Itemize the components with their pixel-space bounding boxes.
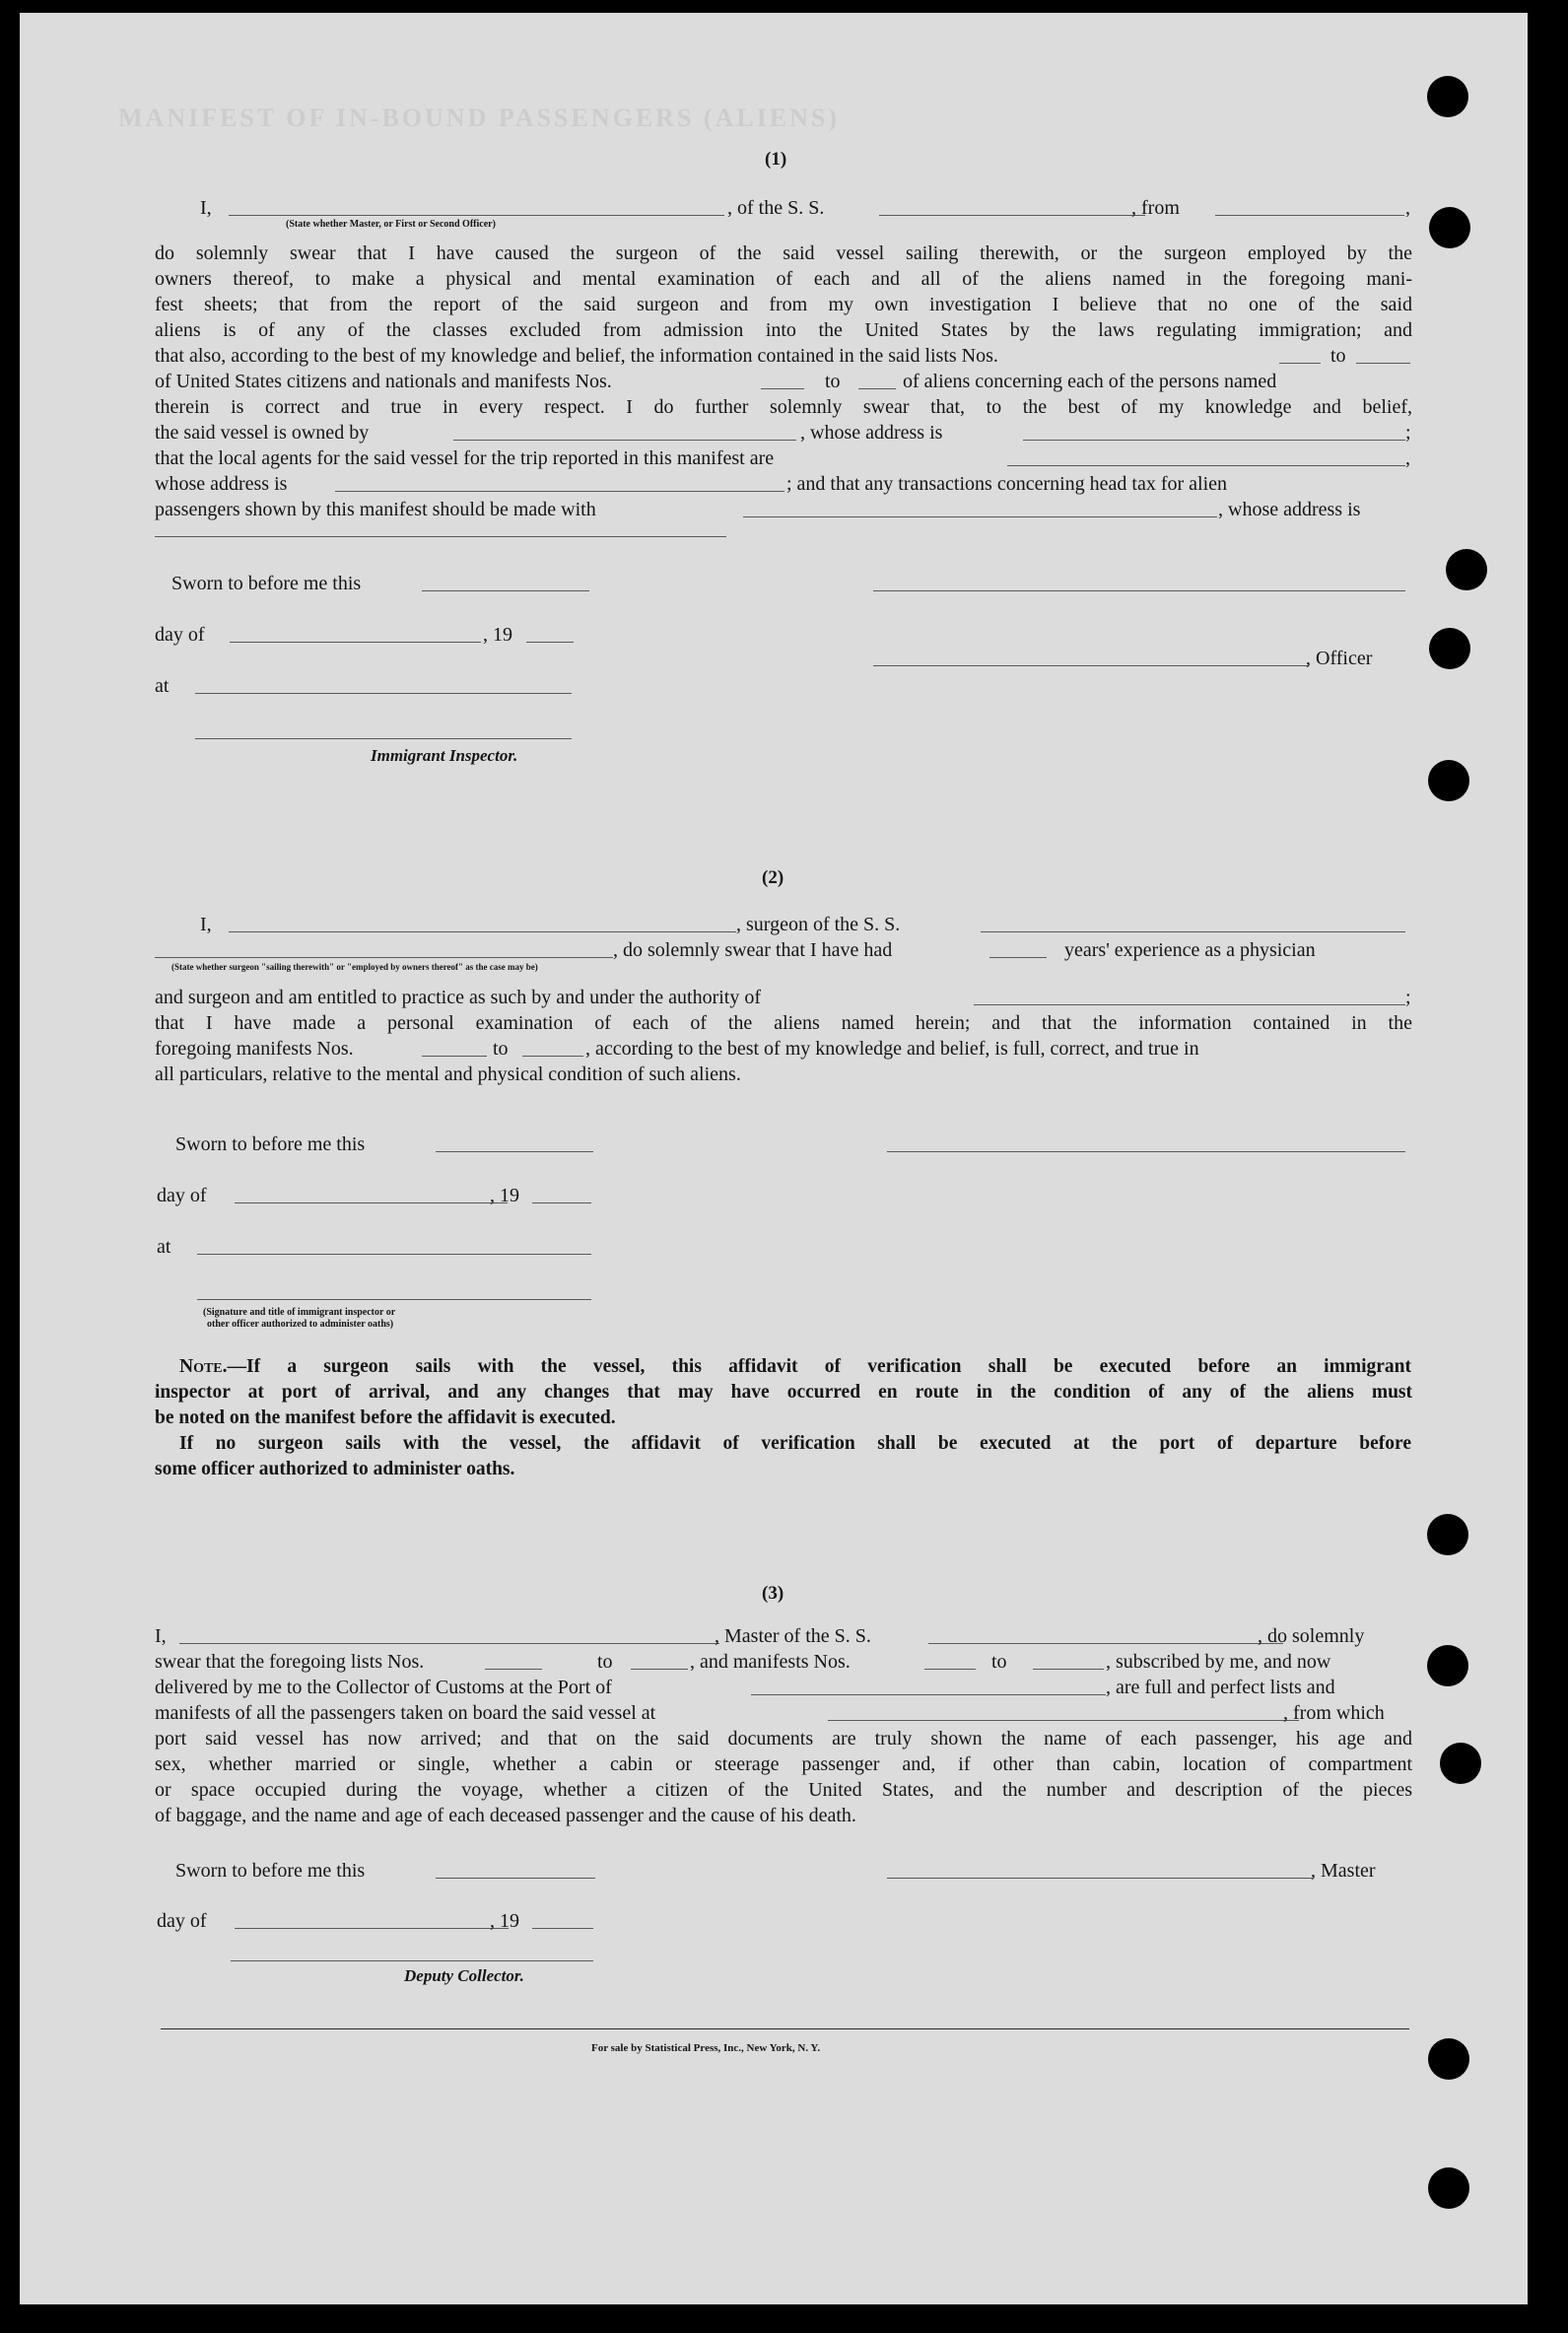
s2-belief-text: , according to the best of my knowledge and belief, is full, correct, and true in xyxy=(585,1038,1199,1060)
s2-particulars-line xyxy=(20,1062,1528,1087)
s1-day-line xyxy=(20,622,1528,648)
semicolon: ; xyxy=(1405,422,1411,444)
s1-para-line: fest sheets; that from the report of the said surgeon and from my own investigation I believe that no one of the said xyxy=(155,294,1412,315)
section-number-2: (2) xyxy=(762,867,784,888)
semicolon: ; xyxy=(1405,987,1411,1008)
label-from: , from xyxy=(1131,197,1180,219)
s2-sworn-line xyxy=(20,1132,1528,1157)
s3-from-which-text: , from which xyxy=(1283,1702,1385,1724)
label-year: , 19 xyxy=(490,1185,519,1206)
footer-rule xyxy=(161,2028,1409,2029)
s2-authority-line xyxy=(20,985,1528,1010)
blank-vessel-name[interactable] xyxy=(928,1643,1283,1644)
label-of-ss: , of the S. S. xyxy=(727,197,825,219)
s1-lists-text: that also, according to the best of my knowledge and belief, the information contained in the said lists Nos. xyxy=(155,345,998,367)
label-at: at xyxy=(155,675,170,697)
label-do-solemnly: , do solemnly xyxy=(1258,1625,1365,1647)
blank-owner[interactable] xyxy=(453,440,796,441)
blank-authority[interactable] xyxy=(974,1004,1405,1005)
label-master-of-ss: , Master of the S. S. xyxy=(715,1625,871,1647)
blank-master-name[interactable] xyxy=(179,1643,719,1644)
note-surgeon-status: (State whether surgeon "sailing therewith" or "employed by owners thereof" as the case may be) xyxy=(171,962,538,972)
label-officer: , Officer xyxy=(1306,648,1373,669)
s1-agents-line xyxy=(20,446,1528,471)
blank-list-from[interactable] xyxy=(485,1669,542,1670)
s1-lists-line xyxy=(20,343,1528,369)
blank-owner-address[interactable] xyxy=(1023,440,1405,441)
s1-para-line: do solemnly swear that I have caused the surgeon of the said vessel sailing therewith, or the surgeon employed by the xyxy=(155,242,1412,264)
label-to: to xyxy=(493,1038,509,1060)
label-year: , 19 xyxy=(483,624,512,646)
blank-surgeon-status[interactable] xyxy=(155,957,613,958)
s2-years-text: years' experience as a physician xyxy=(1064,939,1316,961)
punch-hole xyxy=(1428,2038,1469,2080)
blank-years[interactable] xyxy=(989,957,1047,958)
blank-year[interactable] xyxy=(526,642,574,643)
s3-taken-line xyxy=(20,1700,1528,1726)
blank-local-agents[interactable] xyxy=(1007,465,1405,466)
s1-agents-address-line xyxy=(20,471,1528,497)
s1-owned-text: the said vessel is owned by xyxy=(155,422,370,444)
document-page xyxy=(20,13,1528,2304)
label-i: I, xyxy=(155,1625,167,1647)
s2-authority-text: and surgeon and am entitled to practice as such by and under the authority of xyxy=(155,987,761,1008)
label-sworn: Sworn to before me this xyxy=(171,573,362,594)
s1-sworn-line xyxy=(20,571,1528,596)
blank-agents-address[interactable] xyxy=(335,491,784,492)
s3-taken-text: manifests of all the passengers taken on board the said vessel at xyxy=(155,1702,656,1724)
sig-note-line-2: other officer authorized to administer oaths) xyxy=(207,1319,394,1330)
blank-master-name[interactable] xyxy=(229,215,724,216)
label-immigrant-inspector: Immigrant Inspector. xyxy=(371,746,518,765)
s3-para-line: or space occupied during the voyage, whether a citizen of the United States, and the number and description of the pieces xyxy=(155,1779,1412,1801)
blank-boarding-port[interactable] xyxy=(828,1720,1299,1721)
s2-manifests-line xyxy=(20,1036,1528,1062)
label-master: , Master xyxy=(1311,1860,1376,1882)
s2-note-line: inspector at port of arrival, and any changes that may have occurred en route in the condition of any of the aliens must xyxy=(155,1382,1412,1403)
s3-para-line: sex, whether married or single, whether a cabin or steerage passenger and, if other than cabin, location of compartment xyxy=(155,1753,1412,1775)
label-whose-address: , whose address is xyxy=(1218,499,1361,520)
label-to: to xyxy=(825,371,841,392)
blank-vessel-name[interactable] xyxy=(981,931,1405,932)
punch-hole xyxy=(1427,1514,1468,1555)
s3-para-line: port said vessel has now arrived; and that on the said documents are truly shown the name of each passenger, his age and xyxy=(155,1728,1412,1750)
punch-hole xyxy=(1446,549,1487,590)
s2-note-line: If no surgeon sails with the vessel, the affidavit of verification shall be executed at the port of departure before xyxy=(179,1433,1411,1454)
signature-line[interactable] xyxy=(887,1151,1405,1152)
punch-hole xyxy=(1427,1645,1468,1686)
blank-port[interactable] xyxy=(751,1694,1106,1695)
section-number-3: (3) xyxy=(762,1583,784,1604)
label-sworn: Sworn to before me this xyxy=(175,1133,366,1155)
label-year: , 19 xyxy=(490,1910,519,1932)
label-sworn: Sworn to before me this xyxy=(175,1860,366,1882)
blank-from-port[interactable] xyxy=(1215,215,1404,216)
blank-sworn-date[interactable] xyxy=(436,1878,595,1879)
blank-manifest-to[interactable] xyxy=(522,1056,583,1057)
sig-note-line-1: (Signature and title of immigrant inspector or xyxy=(203,1307,396,1318)
s3-lists-line xyxy=(20,1649,1528,1675)
blank-at[interactable] xyxy=(197,1254,591,1255)
blank-sworn-date[interactable] xyxy=(436,1151,593,1152)
s3-full-lists-text: , are full and perfect lists and xyxy=(1106,1677,1335,1698)
blank-day[interactable] xyxy=(235,1202,508,1203)
s2-para-line: that I have made a personal examination of each of the aliens named herein; and that the information contained in the xyxy=(155,1012,1412,1034)
s1-passengers-text: passengers shown by this manifest should be made with xyxy=(155,499,596,520)
label-whose-address: whose address is xyxy=(155,473,288,495)
label-whose-address: , whose address is xyxy=(800,422,943,444)
bleed-through-text: MANIFEST OF IN-BOUND PASSENGERS (ALIENS) xyxy=(118,103,841,132)
blank-master-signature[interactable] xyxy=(887,1878,1313,1879)
s3-collector-line xyxy=(20,1675,1528,1700)
s1-head-tax-text: ; and that any transactions concerning head tax for alien xyxy=(786,473,1228,495)
s2-line-experience xyxy=(20,937,1528,963)
note-text: —If a surgeon sails with the vessel, this affidavit of verification shall be executed before an immigrant xyxy=(227,1356,1411,1377)
punch-hole xyxy=(1429,628,1470,669)
blank-list-to[interactable] xyxy=(631,1669,688,1670)
label-i: I, xyxy=(200,197,212,219)
inspector-signature-line[interactable] xyxy=(195,738,572,739)
s3-collector-label xyxy=(20,1963,1528,1989)
blank-day[interactable] xyxy=(230,642,481,643)
blank-day[interactable] xyxy=(235,1928,509,1929)
s1-manifests-text: of United States citizens and nationals and manifests Nos. xyxy=(155,371,612,392)
section-number-1: (1) xyxy=(765,149,787,170)
s1-para-line: owners thereof, to make a physical and mental examination of each and all of the aliens named in the foregoing mani- xyxy=(155,268,1412,290)
blank-head-tax-address[interactable] xyxy=(155,536,726,537)
s3-line-master xyxy=(20,1623,1528,1649)
blank-manifest-from[interactable] xyxy=(924,1669,976,1670)
punch-hole xyxy=(1440,1743,1481,1784)
signature-line[interactable] xyxy=(873,590,1405,591)
blank-manifest-to[interactable] xyxy=(1033,1669,1104,1670)
blank-officer[interactable] xyxy=(873,665,1309,666)
s1-line-master xyxy=(20,195,1528,221)
s1-passengers-line xyxy=(20,497,1528,522)
comma: , xyxy=(1405,447,1410,469)
s3-collector-text: delivered by me to the Collector of Customs at the Port of xyxy=(155,1677,612,1698)
s1-manifests-tail: of aliens concerning each of the persons named xyxy=(903,371,1277,392)
label-to: to xyxy=(1330,345,1346,367)
blank-list-to[interactable] xyxy=(1356,363,1410,364)
comma: , xyxy=(1405,197,1410,219)
s2-day-line xyxy=(20,1183,1528,1208)
blank-surgeon-name[interactable] xyxy=(229,931,736,932)
s2-line-surgeon xyxy=(20,912,1528,937)
printer-imprint: For sale by Statistical Press, Inc., New York, N. Y. xyxy=(591,2042,821,2054)
blank-vessel-name[interactable] xyxy=(879,215,1145,216)
label-i: I, xyxy=(200,914,212,935)
s2-swear-text: , do solemnly swear that I have had xyxy=(613,939,893,961)
blank-list-from[interactable] xyxy=(1279,363,1321,364)
blank-manifest-to[interactable] xyxy=(858,388,896,389)
officer-signature-line[interactable] xyxy=(197,1299,591,1300)
s3-subscribed-text: , subscribed by me, and now xyxy=(1106,1651,1331,1673)
s2-manifests-text: foregoing manifests Nos. xyxy=(155,1038,354,1060)
label-to: to xyxy=(991,1651,1007,1673)
punch-hole xyxy=(1428,760,1469,801)
collector-signature-line[interactable] xyxy=(231,1960,593,1961)
s3-manifests-text: , and manifests Nos. xyxy=(690,1651,851,1673)
note-label: Note. xyxy=(179,1356,228,1377)
s1-at-line xyxy=(20,673,1528,699)
s2-note-line: some officer authorized to administer oaths. xyxy=(155,1459,515,1479)
label-day-of: day of xyxy=(157,1185,207,1206)
label-to: to xyxy=(597,1651,613,1673)
s1-inspector-label xyxy=(20,743,1528,769)
s1-para-line: therein is correct and true in every respect. I do further solemnly swear that, to the best of my knowledge and belief, xyxy=(155,396,1412,418)
s3-para-line: of baggage, and the name and age of each deceased passenger and the cause of his death. xyxy=(155,1805,856,1826)
note-master-officer: (State whether Master, or First or Second Officer) xyxy=(286,219,496,230)
s1-manifests-line xyxy=(20,369,1528,394)
label-deputy-collector: Deputy Collector. xyxy=(404,1966,524,1985)
blank-manifest-from[interactable] xyxy=(422,1056,487,1057)
label-surgeon-of-ss: , surgeon of the S. S. xyxy=(736,914,901,935)
s2-note-line-1 xyxy=(20,1354,1528,1380)
label-day-of: day of xyxy=(155,624,205,646)
s1-owned-line xyxy=(20,420,1528,446)
blank-year[interactable] xyxy=(532,1202,591,1203)
punch-hole xyxy=(1427,76,1468,117)
s2-note-line: be noted on the manifest before the affidavit is executed. xyxy=(155,1407,616,1428)
blank-head-tax-party[interactable] xyxy=(743,516,1217,517)
label-day-of: day of xyxy=(157,1910,207,1932)
blank-year[interactable] xyxy=(532,1928,593,1929)
s1-officer-line xyxy=(20,646,1528,671)
s2-at-line xyxy=(20,1234,1528,1260)
label-at: at xyxy=(157,1236,171,1258)
s1-agents-text: that the local agents for the said vessel for the trip reported in this manifest are xyxy=(155,447,775,469)
s3-day-line xyxy=(20,1908,1528,1934)
blank-sworn-date[interactable] xyxy=(422,590,589,591)
blank-at[interactable] xyxy=(195,693,572,694)
blank-manifest-from[interactable] xyxy=(761,388,804,389)
punch-hole xyxy=(1429,207,1470,248)
s3-sworn-line xyxy=(20,1858,1528,1884)
s1-para-line: aliens is of any of the classes excluded from admission into the United States by the laws regulating immigration; and xyxy=(155,319,1412,341)
punch-hole xyxy=(1428,2167,1469,2209)
s3-lists-text: swear that the foregoing lists Nos. xyxy=(155,1651,425,1673)
s2-particulars-text: all particulars, relative to the mental and physical condition of such aliens. xyxy=(155,1064,741,1085)
